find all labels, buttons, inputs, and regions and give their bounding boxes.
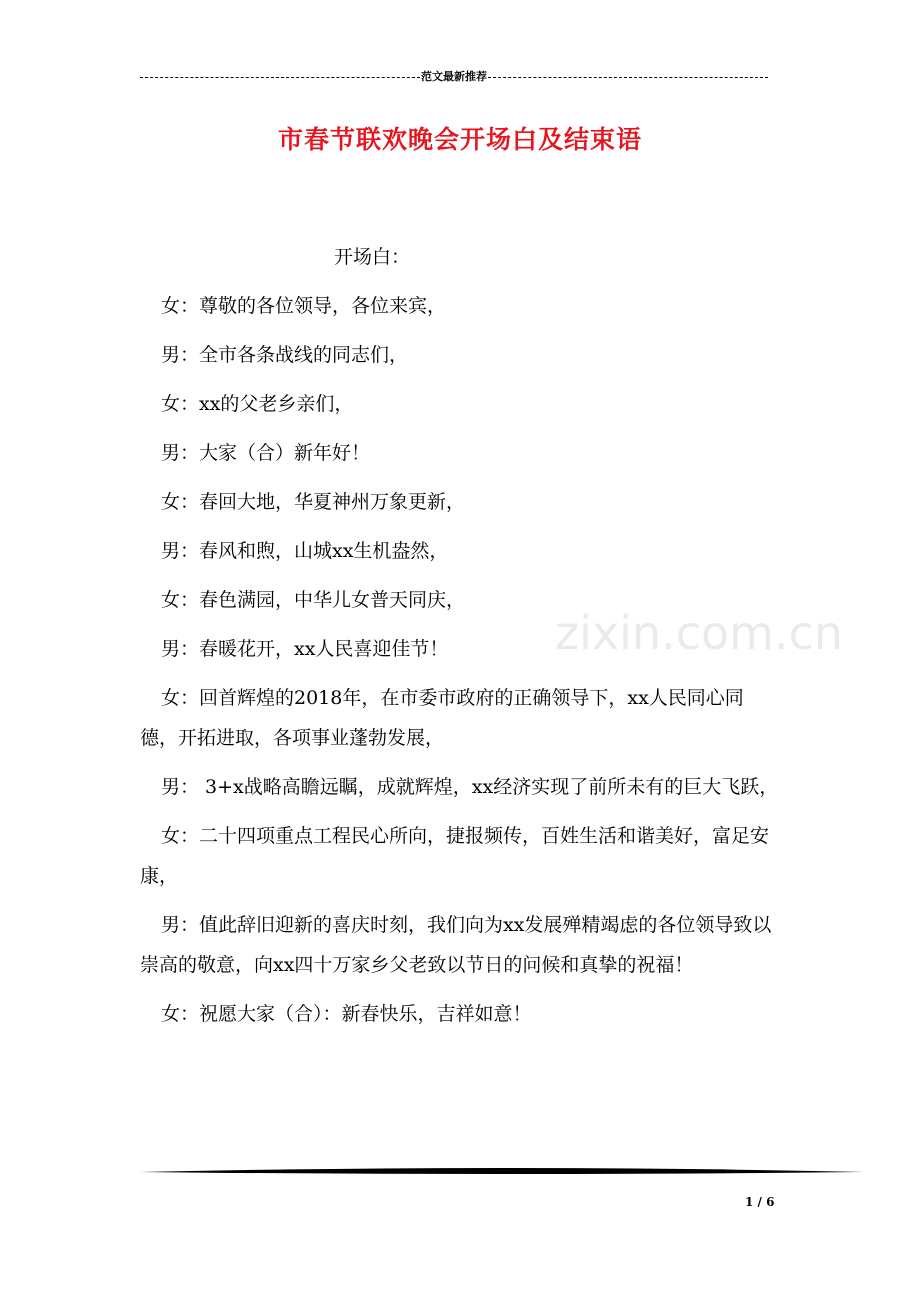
paragraph: 女：春回大地，华夏神州万象更新， bbox=[161, 491, 466, 513]
paragraph: 女：春色满园，中华儿女普天同庆， bbox=[161, 589, 466, 611]
paragraph: 女：尊敬的各位领导，各位来宾， bbox=[161, 295, 447, 317]
section-heading: 开场白： bbox=[334, 246, 411, 268]
paragraph: 男：春暖花开，xx人民喜迎佳节！ bbox=[161, 638, 449, 660]
paragraph: 男： 3+x战略高瞻远瞩，成就辉煌，xx经济实现了前所未有的巨大飞跃， bbox=[161, 776, 779, 798]
paragraph: 男：值此辞旧迎新的喜庆时刻，我们向为xx发展殚精竭虑的各位领导致以崇高的敬意，向xx四十万家乡父老致以节日的问候和真挚的祝福！ bbox=[140, 914, 772, 976]
footer-rule bbox=[140, 1165, 864, 1179]
watermark: zixin.com.cn bbox=[555, 606, 844, 660]
paragraph: 女：回首辉煌的2018年，在市委市政府的正确领导下，xx人民同心同德，开拓进取，各项事业蓬勃发展， bbox=[140, 687, 744, 749]
document-title: 市春节联欢晚会开场白及结束语 bbox=[277, 125, 642, 154]
page-header bbox=[140, 66, 768, 88]
page-number: 1 / 6 bbox=[745, 1195, 775, 1209]
paragraph: 女：xx的父老乡亲们， bbox=[161, 393, 354, 415]
paragraph: 女：祝愿大家（合）：新春快乐，吉祥如意！ bbox=[161, 1003, 532, 1025]
paragraph: 女：二十四项重点工程民心所向，捷报频传，百姓生活和谐美好，富足安康， bbox=[140, 825, 770, 887]
header-dash-right bbox=[488, 77, 768, 78]
paragraph: 男：春风和煦，山城xx生机盎然， bbox=[161, 540, 449, 562]
header-label: 范文最新推荐 bbox=[421, 70, 487, 83]
header-dash-left bbox=[140, 77, 420, 78]
document-body bbox=[140, 237, 780, 1043]
paragraph: 男：全市各条战线的同志们， bbox=[161, 344, 409, 366]
paragraph: 男：大家（合）新年好！ bbox=[161, 442, 371, 464]
